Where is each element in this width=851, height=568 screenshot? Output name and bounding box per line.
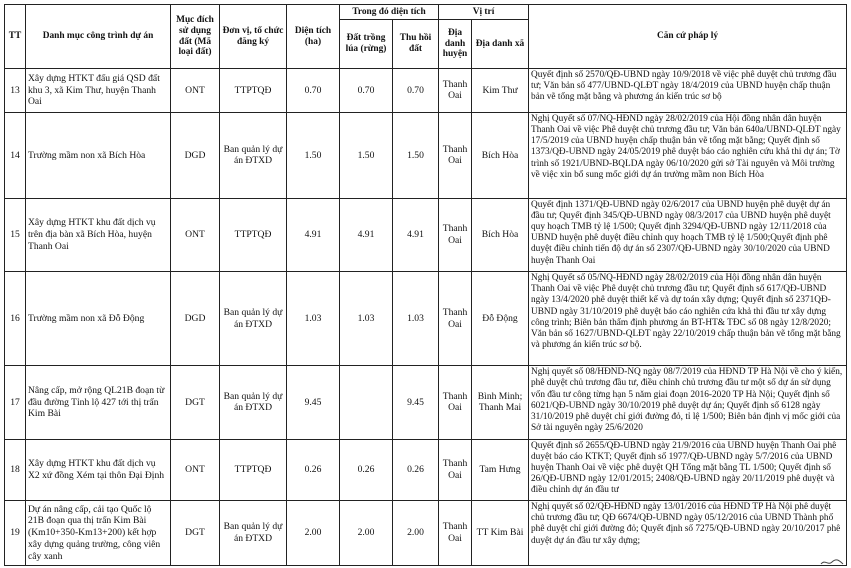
table-row bbox=[5, 69, 847, 113]
cell-recovery-area: 4.91 bbox=[393, 198, 439, 271]
cell-tt: 17 bbox=[5, 366, 26, 439]
cell-project-name: Xây dựng HTKT khu đất dịch vụ X2 xứ đồng Xém tại thôn Đại Định bbox=[26, 439, 171, 501]
handwritten-mark-icon bbox=[819, 557, 845, 567]
table-row bbox=[5, 272, 847, 366]
cell-project-name: Trường mầm non xã Bích Hòa bbox=[26, 112, 171, 198]
cell-organization: TTPTQĐ bbox=[220, 69, 287, 113]
header-land-purpose: Mục đích sử dụng đất (Mã loại đất) bbox=[171, 5, 220, 69]
cell-rice-area: 0.70 bbox=[340, 69, 393, 113]
cell-recovery-area: 2.00 bbox=[393, 501, 439, 566]
cell-land-code: ONT bbox=[171, 439, 220, 501]
land-use-table bbox=[4, 4, 847, 566]
cell-project-name: Trường mầm non xã Đỗ Động bbox=[26, 272, 171, 366]
cell-area: 0.70 bbox=[287, 69, 340, 113]
cell-district: Thanh Oai bbox=[439, 198, 472, 271]
cell-recovery-area: 0.26 bbox=[393, 439, 439, 501]
cell-tt: 19 bbox=[5, 501, 26, 566]
cell-commune: Bích Hòa bbox=[472, 198, 529, 271]
cell-area: 2.00 bbox=[287, 501, 340, 566]
header-commune: Địa danh xã bbox=[472, 20, 529, 69]
cell-tt: 15 bbox=[5, 198, 26, 271]
cell-project-name: Nâng cấp, mở rộng QL21B đoạn từ đầu đường Tỉnh lộ 427 tới thị trấn Kim Bài bbox=[26, 366, 171, 439]
cell-organization: Ban quản lý dự án ĐTXD bbox=[220, 501, 287, 566]
header-project-name: Danh mục công trình dự án bbox=[26, 5, 171, 69]
cell-legal-basis: Nghị Quyết số 07/NQ-HĐND ngày 28/02/2019 của Hội đồng nhân dân huyện Thanh Oai về việc Phê duyệt chủ trương đầu tư; Văn bản 640a/UBND-QLĐT ngày 17/5/2019 của UBND huyện chấp thuận bản vẽ tổng mặt bằng; Quyết định số 1373/QĐ-UBND ngày 24/05/2019 phê duyệt báo cáo nghiên cứu khả thi dự án; Tờ trình số 1921/UBND-BQLDA ngày 06/10/2020 gửi sở Tài nguyên và Môi trường về việc xin bổ sung mốc giới dự án trường mầm non Bích Hòa bbox=[529, 112, 847, 198]
cell-commune: Đỗ Động bbox=[472, 272, 529, 366]
cell-area: 9.45 bbox=[287, 366, 340, 439]
cell-recovery-area: 0.70 bbox=[393, 69, 439, 113]
cell-commune: Bình Minh; Thanh Mai bbox=[472, 366, 529, 439]
header-district: Địa danh huyện bbox=[439, 20, 472, 69]
cell-organization: TTPTQĐ bbox=[220, 198, 287, 271]
cell-land-code: DGT bbox=[171, 501, 220, 566]
cell-organization: Ban quản lý dự án ĐTXD bbox=[220, 272, 287, 366]
cell-legal-basis: Nghị Quyết số 05/NQ-HĐND ngày 28/02/2019 của Hội đồng nhân dân huyện Thanh Oai về việc Phê duyệt chủ trương đầu tư; Quyết định số 617/QĐ-UBND ngày 13/4/2020 phê duyệt thiết kế và dự toán xây dựng; Quyết định số 2371QĐ-UBND ngày 31/10/2019 phê duyệt báo cáo nghiên cứa khả thi đầu tư xây dựng công trình; Biên bản thẩm định phương án BT-HT& TĐC số 08 ngày 12/8/2020; Văn bản số 1627/UBND-QLĐT ngày 22/10/2019 chấp thuận bản vẽ tổng mặt bằng và phương án kiến trúc sơ bộ. bbox=[529, 272, 847, 366]
cell-rice-area: 1.03 bbox=[340, 272, 393, 366]
cell-organization: TTPTQĐ bbox=[220, 439, 287, 501]
cell-tt: 13 bbox=[5, 69, 26, 113]
cell-commune: Kim Thư bbox=[472, 69, 529, 113]
cell-rice-area: 4.91 bbox=[340, 198, 393, 271]
header-rice-land: Đất trồng lúa (rừng) bbox=[340, 20, 393, 69]
header-legal-basis: Căn cứ pháp lý bbox=[529, 5, 847, 69]
cell-district: Thanh Oai bbox=[439, 272, 472, 366]
cell-land-code: ONT bbox=[171, 69, 220, 113]
cell-legal-basis: Quyết định 1371/QĐ-UBND ngày 02/6/2017 của UBND huyện phê duyệt dự án đầu tư; Quyết định 345/QĐ-UBND ngày 08/3/2017 của UBND huyện phê duyệt quy hoạch TMB tỷ lệ 1/500; Quyết định 3294/QĐ-UBND ngày 12/11/2018 của UBND huyện phê duyệt điều chỉnh quy hoạch TMB tỷ lệ 1/500;Quyết định phê duyệt điều chỉnh tiến độ dự án số 2307/QĐ-UBND ngày 30/10/2020 của UBND huyện Thanh Oai bbox=[529, 198, 847, 271]
cell-area: 0.26 bbox=[287, 439, 340, 501]
cell-legal-basis: Nghị quyết số 08/HĐND-NQ ngày 08/7/2019 của HĐND TP Hà Nội về cho ý kiến, phê duyệt chủ trương đầu tư, điều chỉnh chủ trương đầu tư một số dự án sử dụng vốn đầu tư công từng hạn 5 năm giai đoạn 2016-2020 TP Hà Nội; Quyết định số 6021/QĐ-UBND ngày 30/10/2019 phê duyệt dự án; Quyết định số 6128 ngày 31/10/2019 phê duyệt chỉ giới đường đỏ, tỉ lệ 1/500; Biên bản định vị mốc giới của Sở tài nguyên ngày 25/6/2020 bbox=[529, 366, 847, 439]
header-area: Diện tích (ha) bbox=[287, 5, 340, 69]
cell-legal-basis: Quyết định số 2570/QĐ-UBND ngày 10/9/2018 về việc phê duyệt chủ trương đầu tư; Văn bản số 477/UBND-QLĐT ngày 18/4/2019 của UBND huyện chấp thuận bản vẽ tổng mặt bằng và phương án kiến trúc sơ bộ bbox=[529, 69, 847, 113]
cell-project-name: Xây dựng HTKT đấu giá QSD đất khu 3, xã Kim Thư, huyện Thanh Oai bbox=[26, 69, 171, 113]
cell-land-code: DGT bbox=[171, 366, 220, 439]
table-row bbox=[5, 198, 847, 271]
cell-recovery-area: 9.45 bbox=[393, 366, 439, 439]
cell-rice-area: 2.00 bbox=[340, 501, 393, 566]
cell-project-name: Xây dựng HTKT khu đất dịch vụ trên địa bàn xã Bích Hòa, huyện Thanh Oai bbox=[26, 198, 171, 271]
header-area-breakdown: Trong đó diện tích bbox=[340, 5, 439, 20]
cell-district: Thanh Oai bbox=[439, 112, 472, 198]
cell-rice-area: 0.26 bbox=[340, 439, 393, 501]
cell-tt: 18 bbox=[5, 439, 26, 501]
cell-district: Thanh Oai bbox=[439, 439, 472, 501]
cell-land-code: DGD bbox=[171, 112, 220, 198]
table-row bbox=[5, 439, 847, 501]
cell-rice-area bbox=[340, 366, 393, 439]
table-row bbox=[5, 366, 847, 439]
header-organization: Đơn vị, tổ chức đăng ký bbox=[220, 5, 287, 69]
cell-organization: Ban quản lý dự án ĐTXD bbox=[220, 366, 287, 439]
cell-recovery-area: 1.03 bbox=[393, 272, 439, 366]
cell-commune: TT Kim Bài bbox=[472, 501, 529, 566]
cell-tt: 16 bbox=[5, 272, 26, 366]
cell-organization: Ban quản lý dự án ĐTXD bbox=[220, 112, 287, 198]
cell-area: 1.03 bbox=[287, 272, 340, 366]
cell-project-name: Dự án nâng cấp, cải tạo Quốc lộ 21B đoạn qua thị trấn Kim Bài (Km10+350-Km13+200) kết hợp xây dựng quảng trường, công viên cây xanh bbox=[26, 501, 171, 566]
cell-rice-area: 1.50 bbox=[340, 112, 393, 198]
cell-recovery-area: 1.50 bbox=[393, 112, 439, 198]
cell-area: 4.91 bbox=[287, 198, 340, 271]
cell-commune: Bích Hòa bbox=[472, 112, 529, 198]
cell-land-code: DGD bbox=[171, 272, 220, 366]
table-row bbox=[5, 501, 847, 566]
cell-district: Thanh Oai bbox=[439, 366, 472, 439]
header-location: Vị trí bbox=[439, 5, 529, 20]
cell-legal-basis: Nghị quyết số 02/QĐ-HĐND ngày 13/01/2016 của HĐND TP Hà Nội phê duyệt chủ trương đầu tư; QĐ 6674/QĐ-UBND ngày 05/12/2016 của UBND Thành phố phê duyệt chỉ giới đường đỏ; Quyết định số 7275/QĐ-UBND ngày 20/10/2017 phê duyệt dự án đầu tư xây dựng; bbox=[529, 501, 847, 566]
cell-legal-basis: Quyết định số 2655/QĐ-UBND ngày 21/9/2016 của UBND huyện Thanh Oai phê duyệt báo cáo KTKT; Quyết định số 1977/QĐ-UBND ngày 5/7/2016 của UBND huyện Thanh Oai về việc phê duyệt QH Tổng mặt bằng TL 1/500; Quyết định số 26/QĐ-UBND ngày 12/01/2015; 2408/QĐ-UBND ngày 20/11/2019 phê duyệt và điều chỉnh dự án đầu tư bbox=[529, 439, 847, 501]
header-land-recovery: Thu hồi đất bbox=[393, 20, 439, 69]
cell-district: Thanh Oai bbox=[439, 69, 472, 113]
cell-district: Thanh Oai bbox=[439, 501, 472, 566]
cell-tt: 14 bbox=[5, 112, 26, 198]
cell-commune: Tam Hưng bbox=[472, 439, 529, 501]
header-tt: TT bbox=[5, 5, 26, 69]
table-row bbox=[5, 112, 847, 198]
cell-land-code: ONT bbox=[171, 198, 220, 271]
cell-area: 1.50 bbox=[287, 112, 340, 198]
